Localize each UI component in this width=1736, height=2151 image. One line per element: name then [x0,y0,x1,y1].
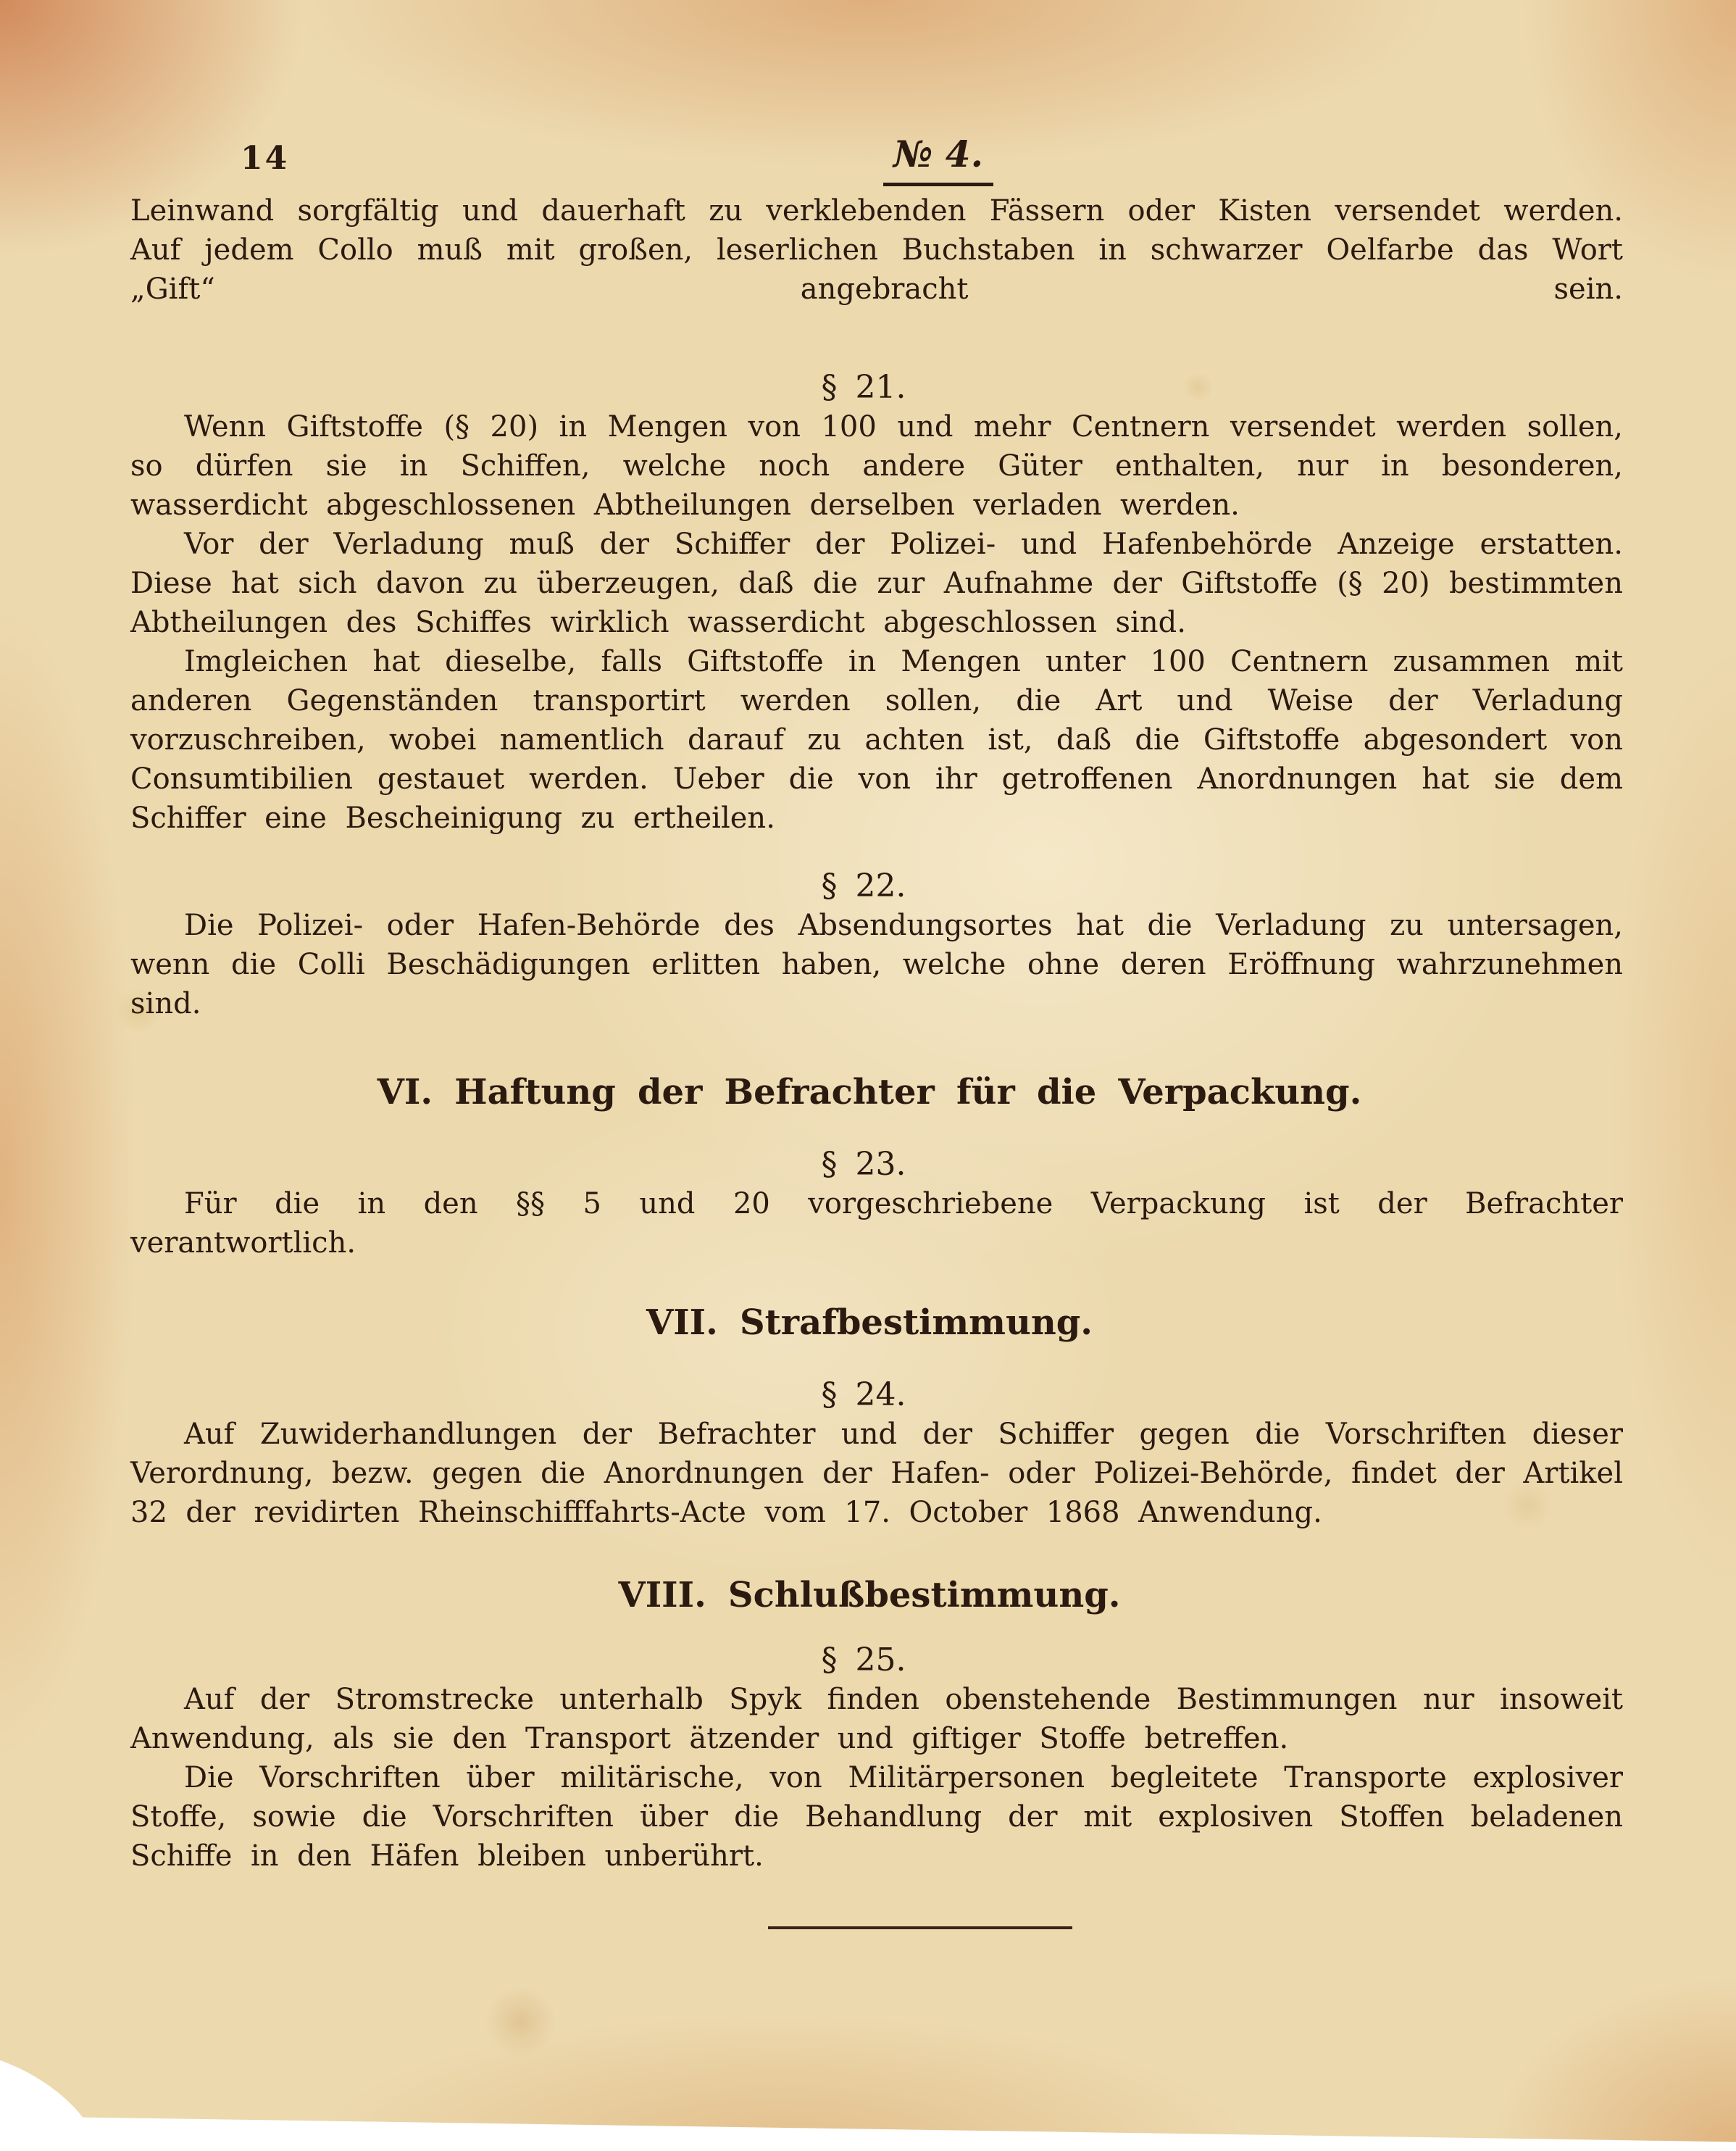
body-paragraph: Auf der Stromstrecke unterhalb Spyk finden obenstehende Bestimmungen nur insoweit Anwendung, als sie den Transport ätzender und giftiger Stoffe betreffen. [130,1683,1623,1755]
section-heading-22: § 22. [821,868,906,904]
page-number: 14 [241,140,290,177]
issue-number: № 4. [883,135,993,186]
section-heading-24: § 24. [821,1376,906,1413]
section-heading-21: § 21. [821,369,906,406]
section-heading-23: § 23. [821,1146,906,1183]
chapter-heading-vii: VII. Strafbestimmung. [646,1302,1093,1343]
chapter-heading-viii: VIII. Schlußbestimmung. [618,1575,1121,1615]
text-block [130,135,1623,1929]
body-paragraph: Imgleichen hat dieselbe, falls Giftstoffe in Mengen unter 100 Centnern zusammen mit anderen Gegenständen transportirt werden sollen, die Art und Weise der Verladung vorzuschreiben, wobei namentlich darauf zu achten ist, daß die Giftstoffe abgesondert von Consumtibilien gestauet werden. Ueber die von ihr getroffenen Anordnungen hat sie dem Schiffer eine Bescheinigung zu ertheilen. [130,645,1623,835]
body-paragraph: Auf Zuwiderhandlungen der Befrachter und der Schiffer gegen die Vorschriften dieser Verordnung, bezw. gegen die Anordnungen der Hafen- oder Polizei-Behörde, findet der Artikel 32 der revidirten Rheinschifffahrts-Acte vom 17. October 1868 Anwendung. [130,1418,1623,1529]
body-paragraph: Die Vorschriften über militärische, von Militärpersonen begleitete Transporte explosiver Stoffe, sowie die Vorschriften über die Behandlung der mit explosiven Stoffen beladenen Schiffe in den Häfen bleiben unberührt. [130,1761,1623,1873]
section-heading-25: § 25. [821,1642,906,1678]
body-paragraph: Vor der Verladung muß der Schiffer der Polizei- und Hafenbehörde Anzeige erstatten. Diese hat sich davon zu überzeugen, daß die zur Aufnahme der Giftstoffe (§ 20) bestimmten Abtheilungen des Schiffes wirklich wasserdicht abgeschlossen sind. [130,528,1623,639]
chapter-heading-vi: VI. Haftung der Befrachter für die Verpackung. [377,1072,1362,1112]
running-head [130,135,1623,191]
body-paragraph: Für die in den §§ 5 und 20 vorgeschriebene Verpackung ist der Befrachter verantwortlich. [130,1187,1623,1260]
body-paragraph: Die Polizei- oder Hafen-Behörde des Absendungsortes hat die Verladung zu untersagen, wenn die Colli Beschädigungen erlitten haben, welche ohne deren Eröffnung wahrzunehmen sind. [130,909,1623,1020]
body-paragraph: Wenn Giftstoffe (§ 20) in Mengen von 100 und mehr Centnern versendet werden sollen, so dürfen sie in Schiffen, welche noch andere Güter enthalten, nur in besonderen, wasserdicht abgeschlossenen Abtheilungen derselben verladen werden. [130,410,1623,522]
end-divider-rule [768,1926,1072,1929]
body-paragraph: Leinwand sorgfältig und dauerhaft zu verklebenden Fässern oder Kisten versendet werden. Auf jedem Collo muß mit großen, leserlichen Buchstaben in schwarzer Oelfarbe das Wort „Gift“ angebracht sein. [130,194,1623,306]
